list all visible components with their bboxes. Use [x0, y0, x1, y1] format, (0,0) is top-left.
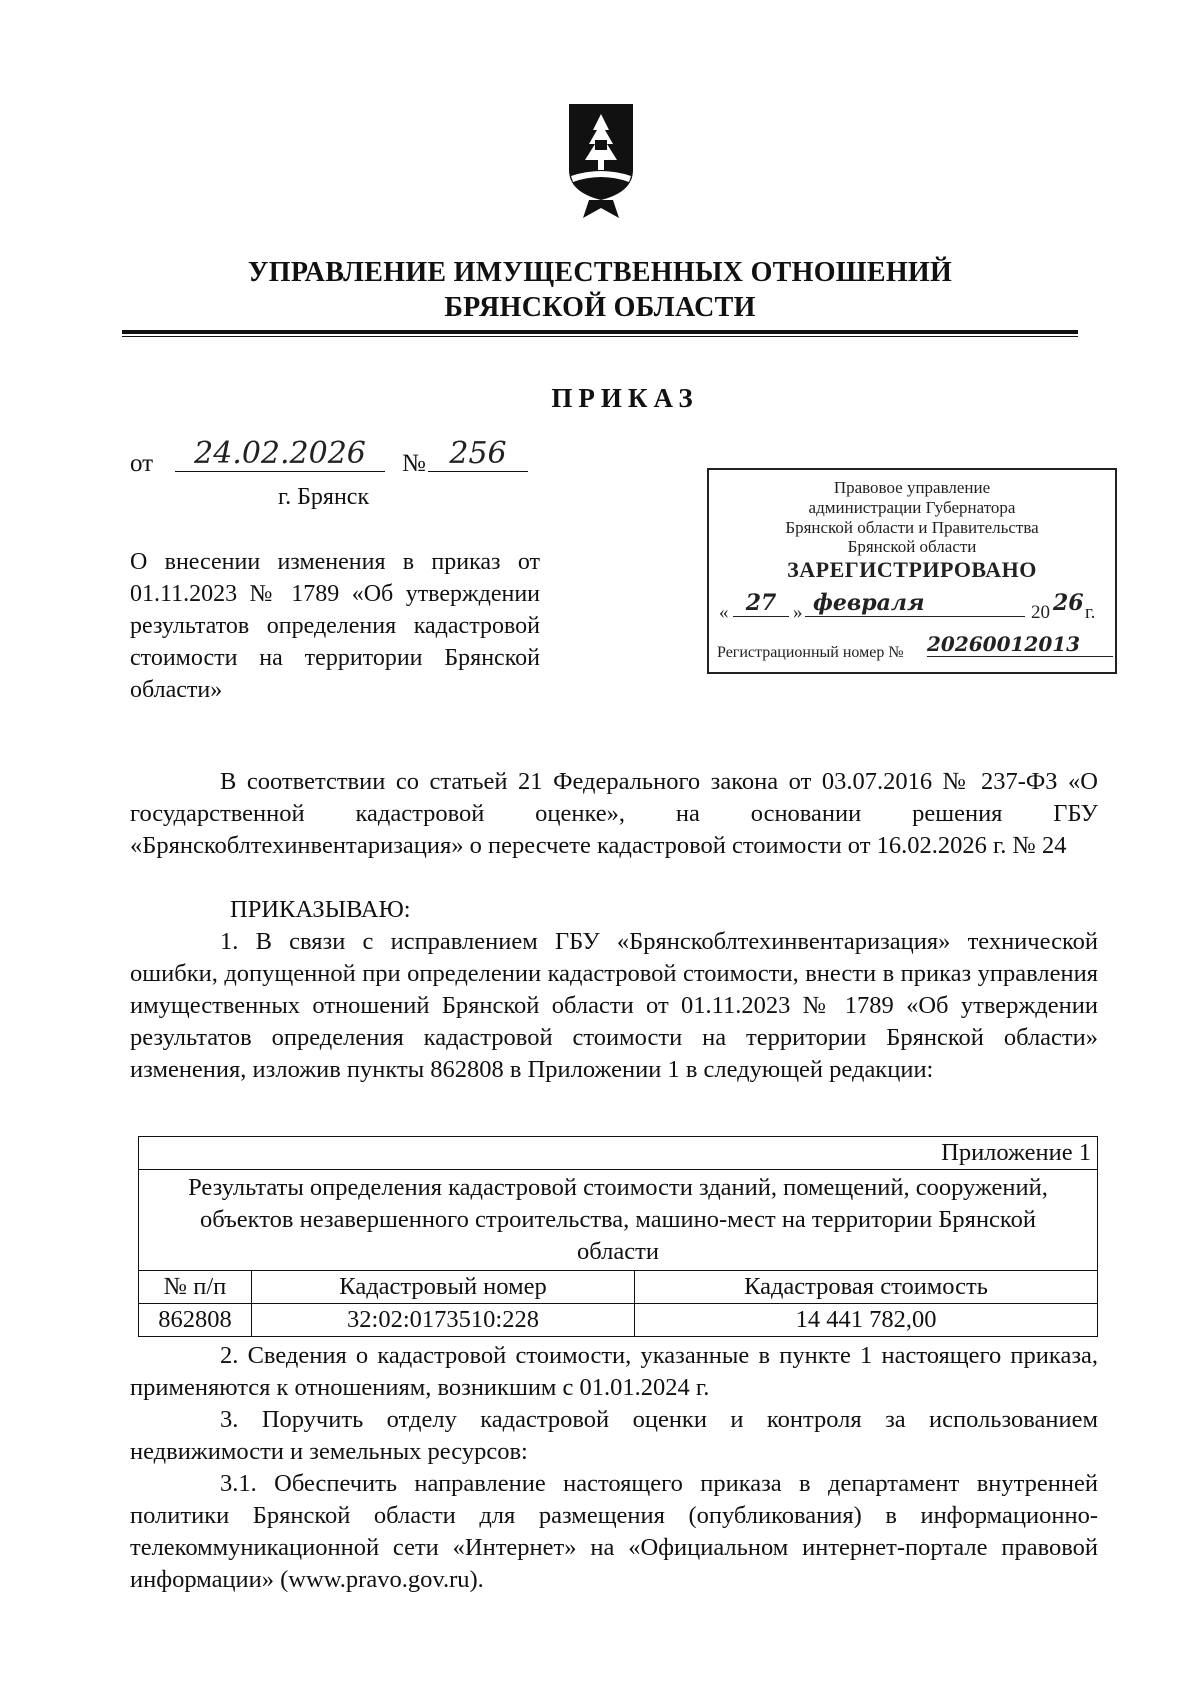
- organization-region: БРЯНСКОЙ ОБЛАСТИ: [444, 292, 756, 323]
- item-1: 1. В связи с исправлением ГБУ «Брянскоблтехинвентаризация» технической ошибки, допущенной при определении кадастровой стоимости, внести в приказ управления имущественных отношений Брянской области от 01.11.2023 № 1789 «Об утверждении результатов определения кадастровой стоимости на территории Брянской области» изменения, изложив пункты 862808 в Приложении 1 в следующей редакции:: [130, 928, 1098, 1083]
- city: г. Брянск: [278, 484, 370, 510]
- stamp-reg-number: 20260012013: [927, 632, 1113, 657]
- table-caption: Результаты определения кадастровой стоимости зданий, помещений, сооружений, объектов незавершенного строительства, машино-мест на территории Брянской области: [139, 1170, 1098, 1271]
- stamp-date-row: « 27 » февраля 20 26 г.: [719, 590, 1096, 623]
- cell-cadastral-number: 32:02:0173510:228: [252, 1304, 635, 1337]
- appendix-label: Приложение 1: [139, 1137, 1098, 1170]
- stamp-registered: ЗАРЕГИСТРИРОВАНО: [787, 557, 1037, 582]
- header-cadastral-number: Кадастровый номер: [252, 1271, 635, 1304]
- header-divider: [122, 330, 1078, 337]
- stamp-day: 27: [733, 590, 789, 617]
- preamble: В соответствии со статьей 21 Федерального закона от 03.07.2016 № 237-ФЗ «О государственной кадастровой оценке», на основании решения ГБУ «Брянскоблтехинвентаризация» о пересчете кадастровой стоимости от 16.02.2026 г. № 24: [130, 768, 1098, 859]
- item-3-1: 3.1. Обеспечить направление настоящего приказа в департамент внутренней политики Брянской области для размещения (опубликования) в информационно-телекоммуникационной сети «Интернет» на «Официальном интернет-портале правовой информации» (www.pravo.gov.ru).: [130, 1470, 1098, 1593]
- order-date: 24.02.2026: [175, 436, 385, 472]
- order-subject: О внесении изменения в приказ от 01.11.2023 № 1789 «Об утверждении результатов определения кадастровой стоимости на территории Брянской области»: [130, 549, 540, 703]
- stamp-month: февраля: [805, 590, 1025, 617]
- stamp-year-suffix: 26: [1053, 590, 1084, 616]
- item-2: 2. Сведения о кадастровой стоимости, указанные в пункте 1 настоящего приказа, применяются к отношениям, возникшим с 01.01.2024 г.: [130, 1342, 1098, 1401]
- header-cadastral-value: Кадастровая стоимость: [635, 1271, 1098, 1304]
- header-index: № п/п: [139, 1271, 252, 1304]
- order-word: ПРИКАЗЫВАЮ:: [230, 896, 411, 923]
- stamp-line-4: Брянской области: [847, 537, 977, 556]
- coat-of-arms-icon: [565, 100, 637, 220]
- stamp-year-unit: г.: [1085, 602, 1096, 623]
- date-label: от: [130, 450, 154, 477]
- stamp-reg-row: [717, 632, 1113, 666]
- item-3: 3. Поручить отделу кадастровой оценки и контроля за использованием недвижимости и земельных ресурсов:: [130, 1406, 1098, 1465]
- number-label: №: [402, 450, 426, 477]
- stamp-year-prefix: 20: [1031, 602, 1050, 623]
- stamp-line-3: Брянской области и Правительства: [785, 518, 1039, 537]
- stamp-reg-label: Регистрационный номер №: [717, 644, 904, 661]
- cell-index: 862808: [139, 1304, 252, 1337]
- table-header-row: [139, 1271, 1098, 1304]
- organization-name: УПРАВЛЕНИЕ ИМУЩЕСТВЕННЫХ ОТНОШЕНИЙ: [247, 257, 953, 288]
- stamp-line-1: Правовое управление: [833, 478, 991, 497]
- cadastral-table: [138, 1136, 1098, 1337]
- cell-cadastral-value: 14 441 782,00: [635, 1304, 1098, 1337]
- registration-stamp: [707, 468, 1117, 674]
- table-row: [139, 1304, 1098, 1337]
- stamp-line-2: администрации Губернатора: [808, 498, 1016, 517]
- document-title: ПРИКАЗ: [551, 383, 699, 413]
- order-number: 256: [428, 436, 528, 472]
